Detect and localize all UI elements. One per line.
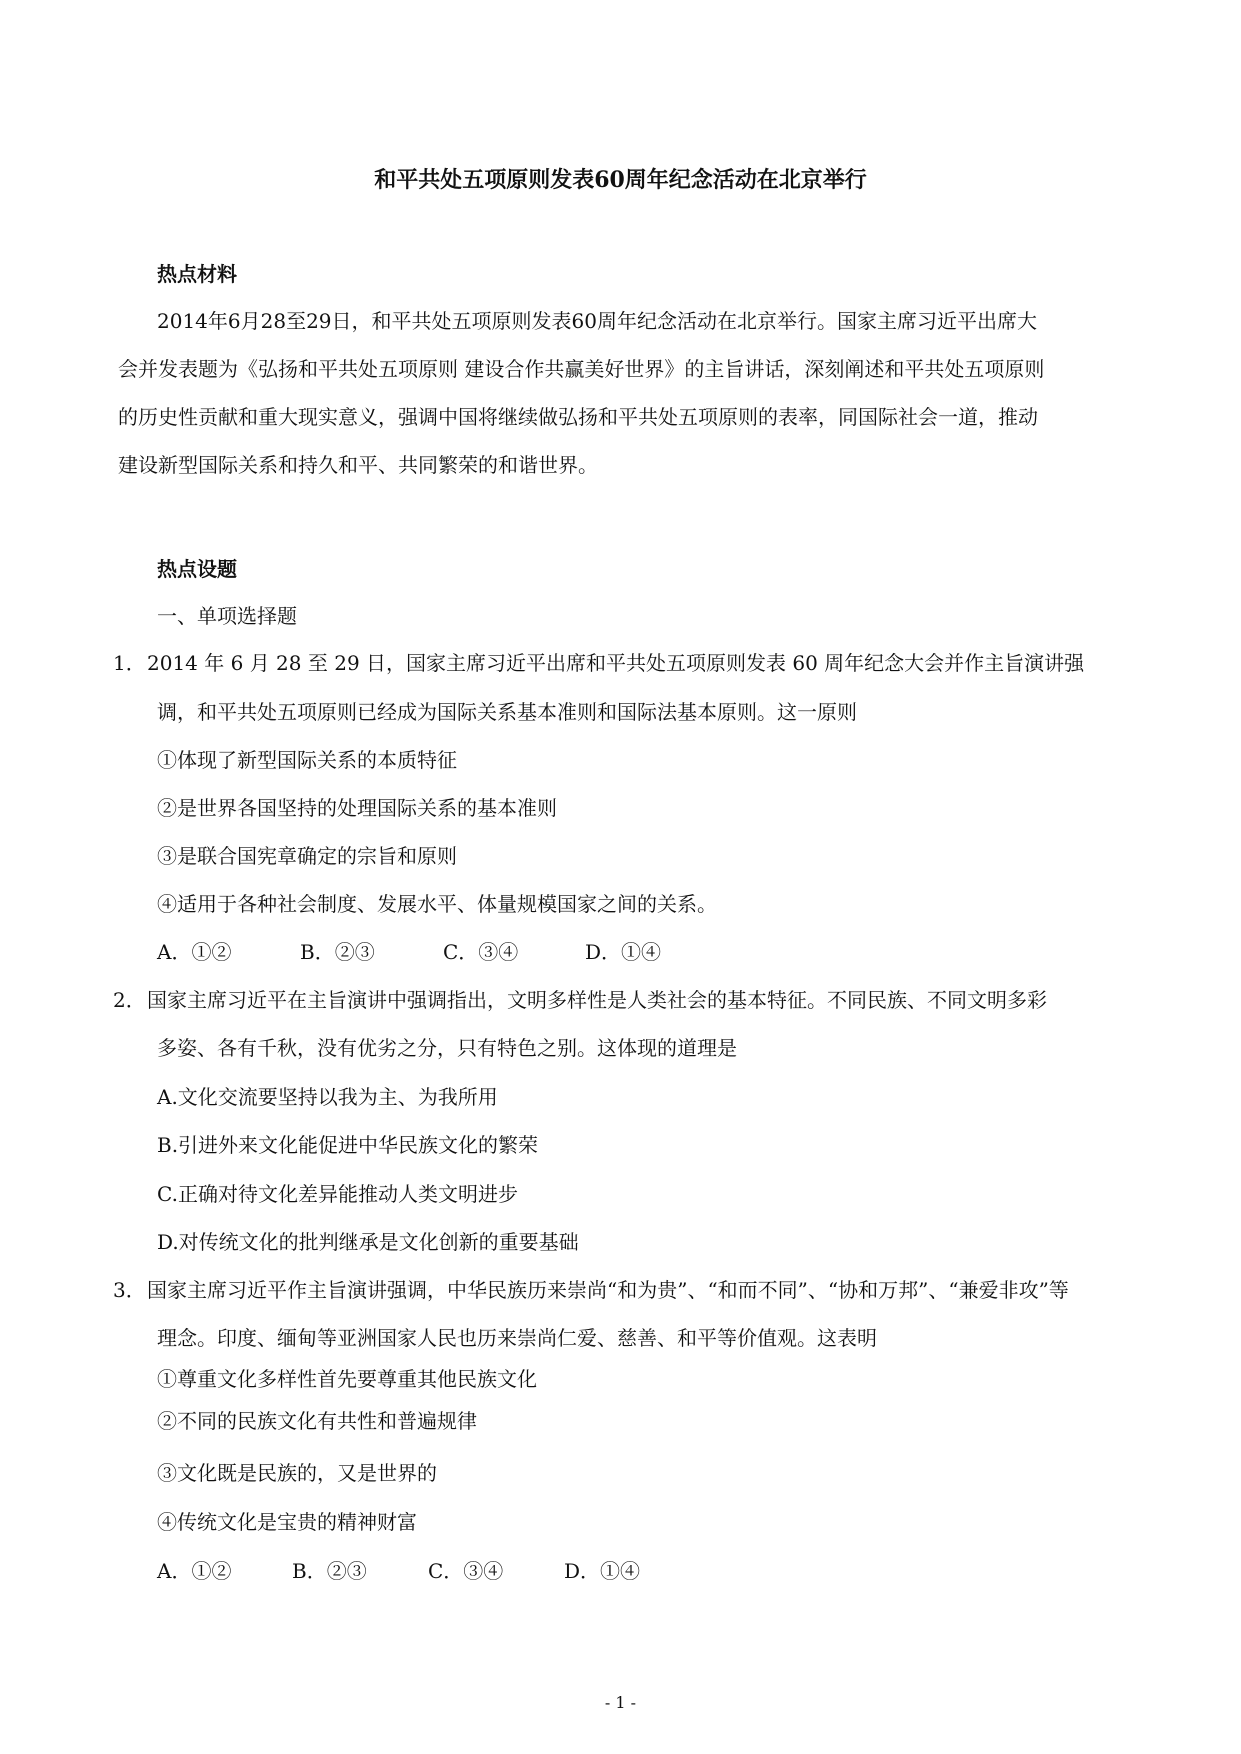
material-line-1: 2014年6月28至29日，和平共处五项原则发表60周年纪念活动在北京举行。国家主席习近平出席大 <box>157 309 1037 333</box>
questions-heading: 热点设题 <box>157 557 237 581</box>
question-1-item-1: ①体现了新型国际关系的本质特征 <box>157 748 457 772</box>
page-title: 和平共处五项原则发表60周年纪念活动在北京举行 <box>374 167 867 193</box>
page-number: - 1 - <box>604 1693 637 1712</box>
question-3-choice-b: B．②③ <box>292 1559 367 1583</box>
question-2-stem-line-1: 国家主席习近平在主旨演讲中强调指出，文明多样性是人类社会的基本特征。不同民族、不同文明多彩 <box>147 988 1047 1012</box>
question-1-number: 1． <box>113 651 146 675</box>
questions-subheading: 一、单项选择题 <box>157 604 297 628</box>
question-2-option-d: D.对传统文化的批判继承是文化创新的重要基础 <box>157 1230 579 1254</box>
question-1-choice-b: B．②③ <box>300 940 375 964</box>
question-3-number: 3． <box>113 1278 146 1302</box>
question-2-option-c: C.正确对待文化差异能推动人类文明进步 <box>157 1182 518 1206</box>
question-1-stem-line-2: 调，和平共处五项原则已经成为国际关系基本准则和国际法基本原则。这一原则 <box>157 700 857 724</box>
material-line-4: 建设新型国际关系和持久和平、共同繁荣的和谐世界。 <box>118 453 598 477</box>
question-2-option-a: A.文化交流要坚持以我为主、为我所用 <box>157 1085 498 1109</box>
question-3-item-3: ③文化既是民族的，又是世界的 <box>157 1461 437 1485</box>
material-line-2: 会并发表题为《弘扬和平共处五项原则 建设合作共赢美好世界》的主旨讲话，深刻阐述和平共处五项原则 <box>118 357 1045 381</box>
question-1-choice-d: D．①④ <box>585 940 662 964</box>
question-1-item-3: ③是联合国宪章确定的宗旨和原则 <box>157 844 457 868</box>
question-1-choice-c: C．③④ <box>443 940 519 964</box>
question-3-stem-line-2: 理念。印度、缅甸等亚洲国家人民也历来崇尚仁爱、慈善、和平等价值观。这表明 <box>157 1326 877 1350</box>
question-3-choice-a: A．①② <box>157 1559 232 1583</box>
question-3-choice-c: C．③④ <box>428 1559 504 1583</box>
question-2-number: 2． <box>113 988 146 1012</box>
question-3-choice-d: D．①④ <box>564 1559 641 1583</box>
question-1-choice-a: A．①② <box>157 940 232 964</box>
question-1-stem-line-1: 2014 年 6 月 28 至 29 日，国家主席习近平出席和平共处五项原则发表 60 周年纪念大会并作主旨演讲强 <box>147 651 1085 675</box>
question-3-item-2: ②不同的民族文化有共性和普遍规律 <box>157 1409 477 1433</box>
question-2-option-b: B.引进外来文化能促进中华民族文化的繁荣 <box>157 1133 539 1157</box>
question-2-stem-line-2: 多姿、各有千秋，没有优劣之分，只有特色之别。这体现的道理是 <box>157 1036 737 1060</box>
question-1-item-2: ②是世界各国坚持的处理国际关系的基本准则 <box>157 796 557 820</box>
question-3-item-4: ④传统文化是宝贵的精神财富 <box>157 1510 417 1534</box>
question-1-item-4: ④适用于各种社会制度、发展水平、体量规模国家之间的关系。 <box>157 892 717 916</box>
material-line-3: 的历史性贡献和重大现实意义，强调中国将继续做弘扬和平共处五项原则的表率，同国际社会一道，推动 <box>118 405 1038 429</box>
question-3-item-1: ①尊重文化多样性首先要尊重其他民族文化 <box>157 1367 537 1391</box>
question-3-stem-line-1: 国家主席习近平作主旨演讲强调，中华民族历来崇尚“和为贵”、“和而不同”、“协和万邦”、“兼爱非攻”等 <box>147 1278 1069 1302</box>
material-heading: 热点材料 <box>157 262 237 286</box>
